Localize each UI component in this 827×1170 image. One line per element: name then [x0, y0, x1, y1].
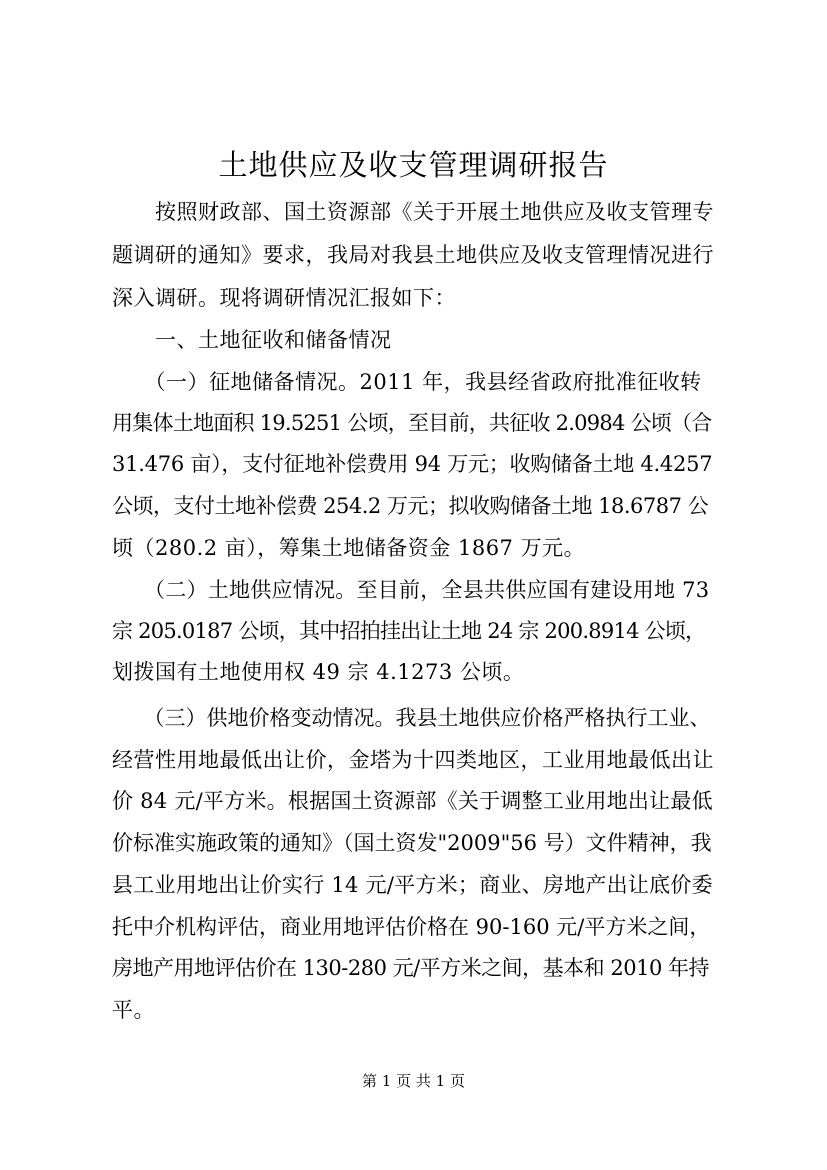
body-line: （三）供地价格变动情况。我县土地供应价格严格执行工业、 [112, 706, 711, 730]
body-line: 题调研的通知》要求，我局对我县土地供应及收支管理情况进行 [112, 243, 714, 267]
body-line: 深入调研。现将调研情况汇报如下： [112, 286, 456, 310]
body-line: 公顷，支付土地补偿费 254.2 万元；拟收购储备土地 18.6787 公 [112, 494, 709, 518]
body-line: 31.476 亩），支付征地补偿费用 94 万元；收购储备土地 4.4257 [112, 452, 713, 476]
body-line: 划拨国有土地使用权 49 宗 4.1273 公顷。 [112, 660, 525, 684]
body-line: 平。 [112, 998, 155, 1022]
document-title: 土地供应及收支管理调研报告 [218, 148, 609, 182]
body-line: 用集体土地面积 19.5251 公顷，至目前，共征收 2.0984 公顷（合 [112, 411, 712, 435]
body-line: 县工业用地出让价实行 14 元/平方米；商业、房地产出让底价委 [112, 873, 713, 897]
body-line: 顷（280.2 亩），筹集土地储备资金 1867 万元。 [112, 536, 586, 560]
page-footer: 第 1 页 共 1 页 [362, 1072, 465, 1090]
body-line: 房地产用地评估价在 130-280 元/平方米之间，基本和 2010 年持 [112, 956, 709, 980]
body-line: 托中介机构评估，商业用地评估价格在 90-160 元/平方米之间， [112, 915, 711, 939]
section-heading: 一、土地征收和储备情况 [112, 328, 392, 352]
body-line: （二）土地供应情况。至目前，全县共供应国有建设用地 73 [112, 578, 710, 602]
body-line: （一）征地储备情况。2011 年，我县经省政府批准征收转 [112, 370, 702, 394]
body-line: 宗 205.0187 公顷，其中招拍挂出让土地 24 宗 200.8914 公顷， [112, 619, 706, 643]
body-line: 经营性用地最低出让价，金塔为十四类地区，工业用地最低出让 [112, 748, 714, 772]
body-line: 按照财政部、国土资源部《关于开展土地供应及收支管理专 [112, 200, 714, 224]
body-line: 价标准实施政策的通知》（国土资发"2009"56 号）文件精神，我 [112, 831, 712, 855]
body-line: 价 84 元/平方米。根据国土资源部《关于调整工业用地出让最低 [112, 789, 713, 813]
